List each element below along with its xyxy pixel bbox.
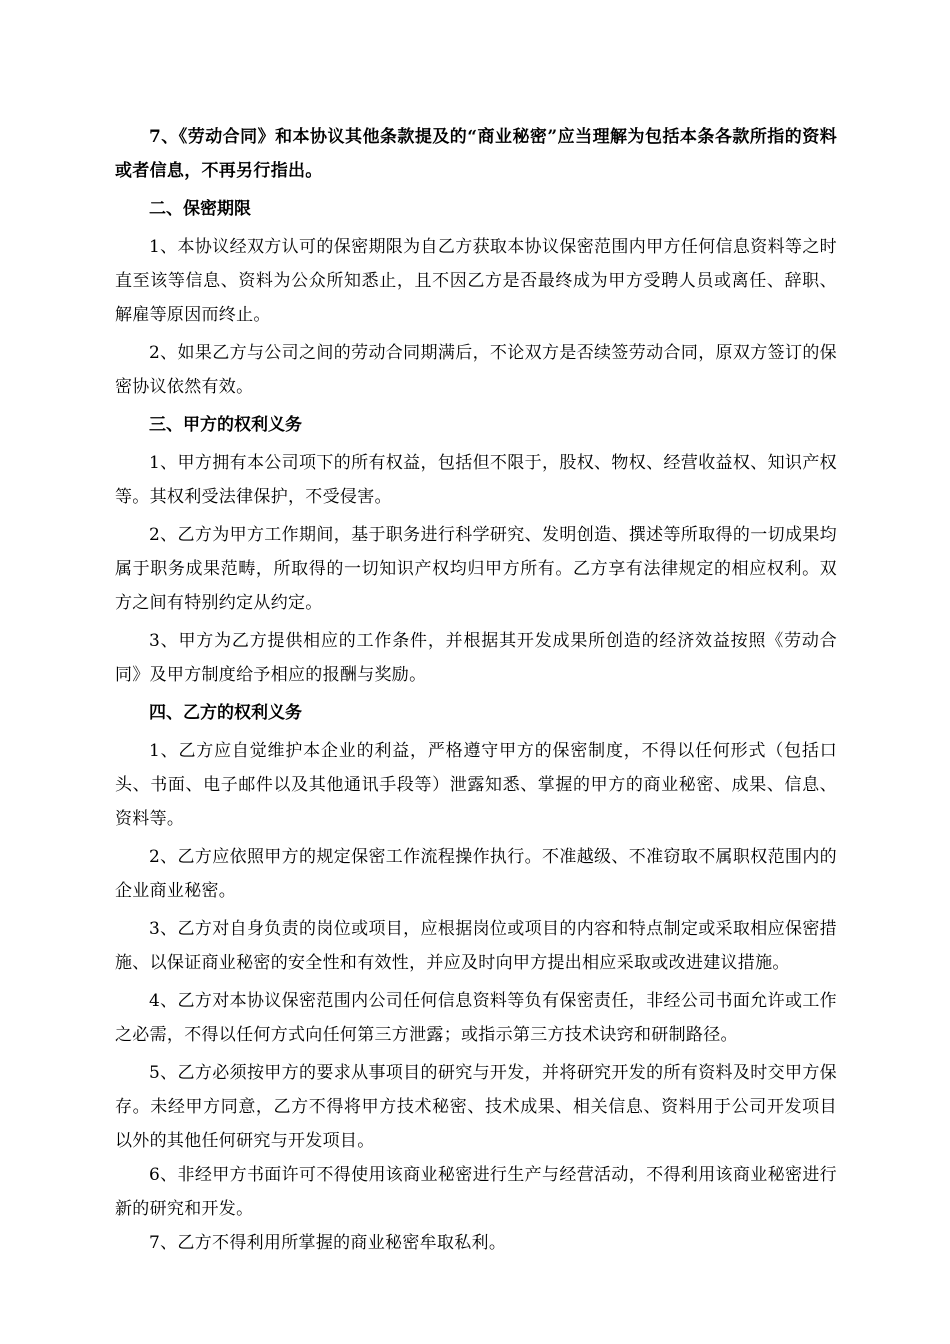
- section4-clause-4: 4、乙方对本协议保密范围内公司任何信息资料等负有保密责任，非经公司书面允许或工作之必需，不得以任何方式向任何第三方泄露；或指示第三方技术诀窍和研制路径。: [115, 991, 837, 1045]
- section3-clause-1: 1、甲方拥有本公司项下的所有权益，包括但不限于，股权、物权、经营收益权、知识产权等。其权利受法律保护，不受侵害。: [115, 453, 837, 507]
- section2-clause-2: 2、如果乙方与公司之间的劳动合同期满后，不论双方是否续签劳动合同，原双方签订的保密协议依然有效。: [115, 343, 837, 397]
- section3-clause-3: 3、甲方为乙方提供相应的工作条件，并根据其开发成果所创造的经济效益按照《劳动合同》及甲方制度给予相应的报酬与奖励。: [115, 631, 837, 685]
- section-heading-party-b-rights: 四、乙方的权利义务: [149, 703, 302, 723]
- section-heading-confidentiality-period: 二、保密期限: [149, 199, 251, 219]
- section4-clause-2: 2、乙方应依照甲方的规定保密工作流程操作执行。不准越级、不准窃取不属职权范围内的企业商业秘密。: [115, 847, 837, 901]
- section3-clause-2: 2、乙方为甲方工作期间，基于职务进行科学研究、发明创造、撰述等所取得的一切成果均属于职务成果范畴，所取得的一切知识产权均归甲方所有。乙方享有法律规定的相应权利。双方之间有特别约定从约定。: [115, 525, 837, 613]
- section2-clause-1: 1、本协议经双方认可的保密期限为自乙方获取本协议保密范围内甲方任何信息资料等之时直至该等信息、资料为公众所知悉止，且不因乙方是否最终成为甲方受聘人员或离任、辞职、解雇等原因而终止。: [115, 237, 837, 325]
- section4-clause-5: 5、乙方必须按甲方的要求从事项目的研究与开发，并将研究开发的所有资料及时交甲方保存。未经甲方同意，乙方不得将甲方技术秘密、技术成果、相关信息、资料用于公司开发项目以外的其他任何研究与开发项目。: [115, 1063, 837, 1151]
- section4-clause-3: 3、乙方对自身负责的岗位或项目，应根据岗位或项目的内容和特点制定或采取相应保密措施、以保证商业秘密的安全性和有效性，并应及时向甲方提出相应采取或改进建议措施。: [115, 919, 837, 973]
- clause-intro-7: 7、《劳动合同》和本协议其他条款提及的“商业秘密”应当理解为包括本条各款所指的资料或者信息，不再另行指出。: [115, 127, 837, 181]
- section4-clause-7: 7、乙方不得利用所掌握的商业秘密牟取私利。: [149, 1233, 507, 1253]
- document-page: [115, 120, 837, 1260]
- section4-clause-6: 6、非经甲方书面许可不得使用该商业秘密进行生产与经营活动，不得利用该商业秘密进行新的研究和开发。: [115, 1165, 837, 1219]
- section4-clause-1: 1、乙方应自觉维护本企业的利益，严格遵守甲方的保密制度，不得以任何形式（包括口头、书面、电子邮件以及其他通讯手段等）泄露知悉、掌握的甲方的商业秘密、成果、信息、资料等。: [115, 741, 837, 829]
- section-heading-party-a-rights: 三、甲方的权利义务: [149, 415, 302, 435]
